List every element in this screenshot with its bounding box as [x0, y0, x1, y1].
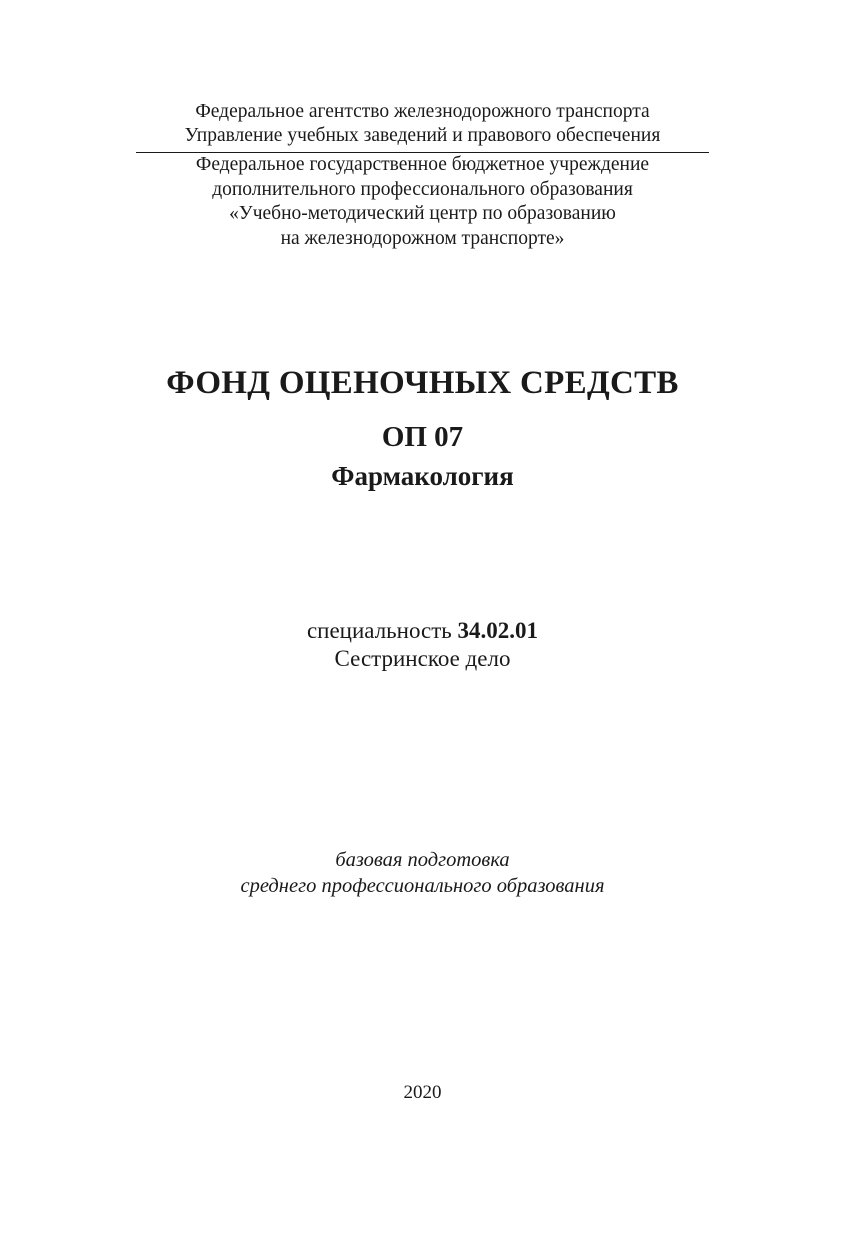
- specialty-block: [0, 617, 845, 673]
- specialty-name: Сестринское дело: [334, 646, 511, 671]
- training-level-line-2: среднего профессионального образования: [240, 875, 605, 897]
- specialty-line: [0, 617, 845, 645]
- discipline-code: ОП 07: [381, 421, 464, 453]
- agency-header: [0, 100, 845, 148]
- institution-header: [0, 153, 845, 251]
- specialty-code: 34.02.01: [457, 618, 539, 643]
- agency-line-2: Управление учебных заведений и правового обеспечения: [184, 125, 661, 146]
- discipline-name: Фармакология: [331, 461, 514, 491]
- document-title: ФОНД ОЦЕНОЧНЫХ СРЕДСТВ: [166, 365, 679, 401]
- institution-line-1: Федеральное государственное бюджетное учреждение: [195, 154, 650, 175]
- publication-year: 2020: [403, 1082, 442, 1103]
- institution-line-4: на железнодорожном транспорте»: [280, 227, 565, 249]
- institution-line-3: «Учебно-методический центр по образованию: [229, 203, 616, 224]
- agency-line-1: Федеральное агентство железнодорожного транспорта: [195, 101, 650, 122]
- training-level-line-1: базовая подготовка: [335, 849, 510, 871]
- institution-line-2: дополнительного профессионального образования: [212, 178, 633, 200]
- specialty-prefix: специальность: [306, 618, 452, 643]
- training-level: [0, 847, 845, 899]
